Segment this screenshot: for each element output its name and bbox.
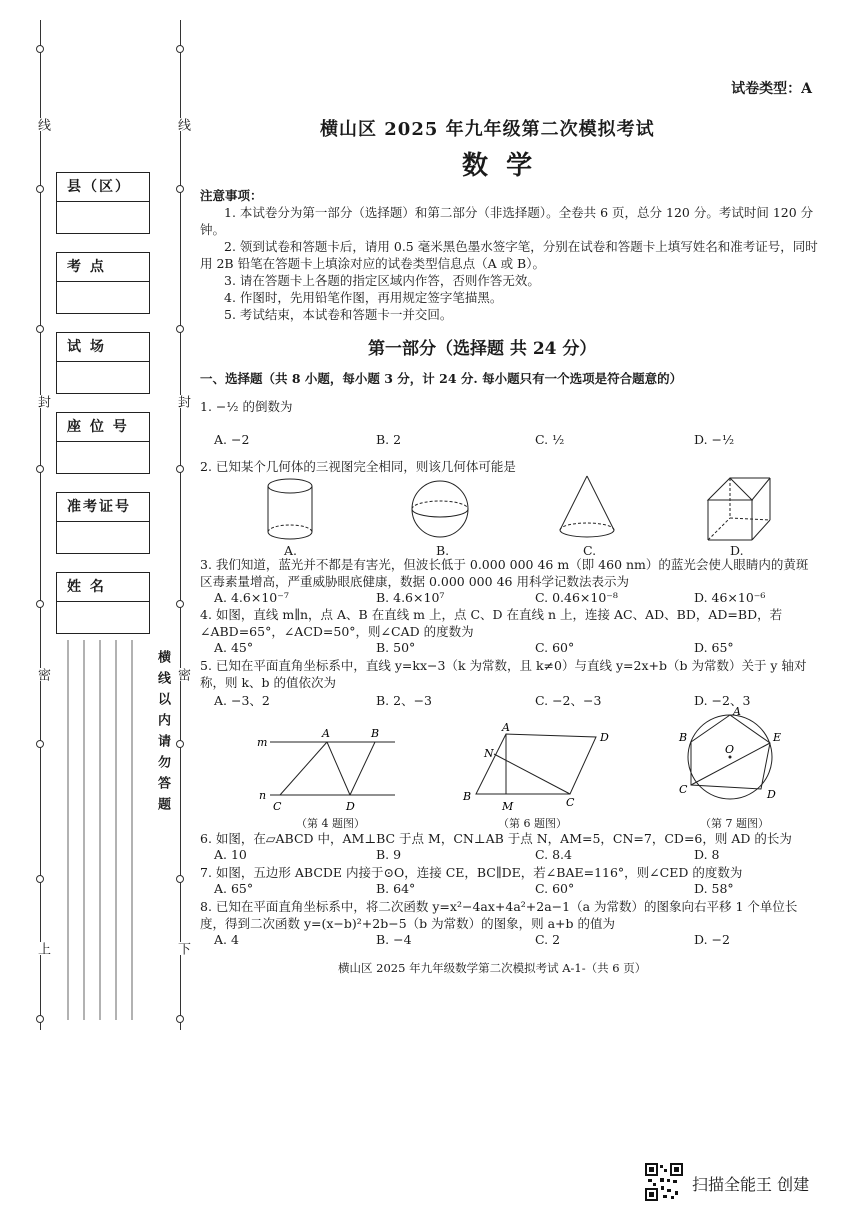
seat-number-box	[56, 412, 150, 474]
notice-item: 4. 作图时，先用铅笔作图，再用规定签字笔描黑。	[224, 290, 503, 305]
question-7-stem: 7. 如图，五边形 ABCDE 内接于⊙O，连接 CE，BC∥DE，若∠BAE=116°，则∠CED 的度数为	[200, 865, 743, 880]
q2-option-b: B.	[436, 543, 450, 558]
fig4-label: D	[346, 800, 355, 813]
question-3-stem: 3. 我们知道，蓝光并不都是有害光，但波长低于 0.000 000 46 m（即 460 nm）的蓝光会使人眼睛内的黄斑区毒素量增高，严重威胁眼底健康，数据 0.000 000 46 用科学记数法表示为	[200, 557, 809, 589]
fig7-label: E	[773, 731, 782, 744]
fig6-label: M	[502, 800, 514, 813]
sphere-figure	[405, 476, 475, 546]
binding-hole	[176, 1015, 184, 1023]
county-box	[56, 172, 150, 234]
no-answer-warning: 横线以内请勿答题	[155, 650, 170, 818]
q6-option-b: B. 9	[376, 847, 402, 862]
fig4-label: n	[259, 789, 267, 802]
question-1-stem: 1. −½ 的倒数为	[200, 399, 293, 414]
fig7-label: A	[733, 705, 741, 718]
fig6-label: C	[566, 796, 575, 809]
fig4-label: C	[273, 800, 282, 813]
margin-mark: 密	[175, 668, 190, 681]
q4-option-a: A. 45°	[214, 640, 254, 655]
seat-number-label: 座 位 号	[57, 413, 149, 442]
margin-mark: 封	[175, 395, 190, 408]
binding-hole	[176, 600, 184, 608]
q7-option-a: A. 65°	[214, 881, 254, 896]
name-label: 姓 名	[57, 573, 149, 602]
question-6-stem: 6. 如图，在▱ABCD 中，AM⊥BC 于点 M，CN⊥AB 于点 N，AM=5，CN=7，CD=6，则 AD 的长为	[200, 831, 792, 846]
binding-hole	[36, 185, 44, 193]
fig7-label: C	[679, 783, 688, 796]
notice-item: 2. 领到试卷和答题卡后，请用 0.5 毫米黑色墨水签字笔，分别在试卷和答题卡上填写姓名和准考证号，同时用 2B 铅笔在答题卡上填涂对应的试卷类型信息点（A 或 B）。	[200, 239, 818, 271]
q7-option-b: B. 64°	[376, 881, 416, 896]
binding-hole	[36, 740, 44, 748]
notice-item: 5. 考试结束，本试卷和答题卡一并交回。	[224, 307, 453, 322]
fig4-caption: （第 4 题图）	[296, 817, 365, 830]
q5-option-b: B. 2、−3	[376, 693, 433, 708]
prism-figure	[700, 470, 775, 546]
notice-item: 1. 本试卷分为第一部分（选择题）和第二部分（非选择题）。全卷共 6 页，总分 120 分。考试时间 120 分钟。	[200, 205, 814, 237]
q1-option-c: C. ½	[535, 432, 565, 447]
figure-4	[255, 722, 400, 814]
binding-hole	[36, 600, 44, 608]
margin-mark: 线	[175, 118, 190, 131]
q1-option-a: A. −2	[214, 432, 250, 447]
fig7-caption: （第 7 题图）	[700, 817, 769, 830]
binding-hole	[36, 45, 44, 53]
q7-option-d: D. 58°	[694, 881, 734, 896]
page-footer: 横山区 2025 年九年级数学第二次模拟考试 A-1-（共 6 页）	[338, 961, 647, 975]
fig7-label: B	[679, 731, 688, 744]
fig6-label: B	[463, 790, 472, 803]
q8-option-d: D. −2	[694, 932, 730, 947]
fig6-caption: （第 6 题图）	[498, 817, 567, 830]
binding-hole	[176, 465, 184, 473]
exam-site-label: 考 点	[57, 253, 149, 282]
q6-option-d: D. 8	[694, 847, 720, 862]
margin-mark: 上	[35, 942, 50, 955]
binding-hole	[36, 875, 44, 883]
exam-title: 横山区 2025 年九年级第二次模拟考试	[320, 119, 655, 140]
notice-item: 3. 请在答题卡上各题的指定区域内作答，否则作答无效。	[224, 273, 540, 288]
part1-title: 第一部分（选择题 共 24 分）	[368, 339, 597, 359]
q4-option-c: C. 60°	[535, 640, 575, 655]
q1-option-b: B. 2	[376, 432, 402, 447]
cylinder-figure	[255, 476, 325, 546]
exam-room-label: 试 场	[57, 333, 149, 362]
margin-mark: 下	[175, 942, 190, 955]
qr-code-icon	[645, 1163, 683, 1201]
binding-hole	[36, 465, 44, 473]
q3-option-a: A. 4.6×10⁻⁷	[214, 590, 289, 605]
margin-mark: 线	[35, 118, 50, 131]
q7-option-c: C. 60°	[535, 881, 575, 896]
q8-option-a: A. 4	[214, 932, 239, 947]
q8-option-c: C. 2	[535, 932, 561, 947]
question-2-stem: 2. 已知某个几何体的三视图完全相同，则该几何体可能是	[200, 459, 516, 474]
fig4-label: A	[322, 727, 330, 740]
scanner-watermark: 扫描全能王 创建	[692, 1175, 810, 1194]
ticket-number-box	[56, 492, 150, 554]
margin-mark: 封	[35, 395, 50, 408]
fig7-label: O	[725, 743, 735, 756]
q3-option-b: B. 4.6×10⁷	[376, 590, 445, 605]
fig6-label: N	[484, 747, 494, 760]
q3-option-d: D. 46×10⁻⁶	[694, 590, 766, 605]
question-4-stem: 4. 如图，直线 m∥n，点 A、B 在直线 m 上，点 C、D 在直线 n 上，连接 AC、AD、BD，AD=BD，若∠ABD=65°，∠ACD=50°，则∠CAD 的度数为	[200, 607, 783, 639]
q5-option-a: A. −3、2	[214, 693, 270, 708]
fig4-label: m	[257, 736, 268, 749]
fig7-label: D	[767, 788, 776, 801]
q5-option-c: C. −2、−3	[535, 693, 602, 708]
ticket-number-label: 准考证号	[57, 493, 149, 522]
q2-option-d: D.	[730, 543, 744, 558]
cone-figure	[552, 472, 622, 546]
binding-hole	[176, 185, 184, 193]
name-box	[56, 572, 150, 634]
q2-option-c: C.	[583, 543, 597, 558]
exam-room-box	[56, 332, 150, 394]
question-5-stem: 5. 已知在平面直角坐标系中，直线 y=kx−3（k 为常数，且 k≠0）与直线 y=2x+b（b 为常数）关于 y 轴对称，则 k、b 的值依次为	[200, 658, 807, 690]
q1-option-d: D. −½	[694, 432, 735, 447]
q8-option-b: B. −4	[376, 932, 412, 947]
question-8-stem: 8. 已知在平面直角坐标系中，将二次函数 y=x²−4ax+4a²+2a−1（a 为常数）的图象向右平移 1 个单位长度，得到二次函数 y=(x−b)²+2b−5（b 为常数）的图象，则 a+b 的值为	[200, 899, 798, 931]
binding-hole	[176, 875, 184, 883]
binding-hole	[176, 325, 184, 333]
notice-heading: 注意事项：	[200, 188, 263, 203]
paper-type: 试卷类型：A	[731, 81, 812, 97]
q6-option-a: A. 10	[214, 847, 247, 862]
county-label: 县（区）	[57, 173, 149, 202]
figure-6	[458, 722, 618, 814]
ruled-lines	[56, 640, 148, 1020]
binding-hole	[36, 325, 44, 333]
q4-option-b: B. 50°	[376, 640, 416, 655]
q5-option-d: D. −2、3	[694, 693, 751, 708]
fig6-label: A	[502, 722, 510, 734]
section-heading: 一、选择题（共 8 小题，每小题 3 分，计 24 分. 每小题只有一个选项是符合题意的）	[200, 371, 683, 386]
binding-hole	[176, 740, 184, 748]
q3-option-c: C. 0.46×10⁻⁸	[535, 590, 618, 605]
subject-title: 数 学	[462, 151, 533, 181]
exam-site-box	[56, 252, 150, 314]
binding-hole	[176, 45, 184, 53]
binding-hole	[36, 1015, 44, 1023]
q4-option-d: D. 65°	[694, 640, 734, 655]
q6-option-c: C. 8.4	[535, 847, 572, 862]
margin-mark: 密	[35, 668, 50, 681]
q2-option-a: A.	[284, 543, 298, 558]
fig4-label: B	[371, 727, 380, 740]
fig6-label: D	[600, 731, 609, 744]
figure-7	[675, 705, 790, 813]
